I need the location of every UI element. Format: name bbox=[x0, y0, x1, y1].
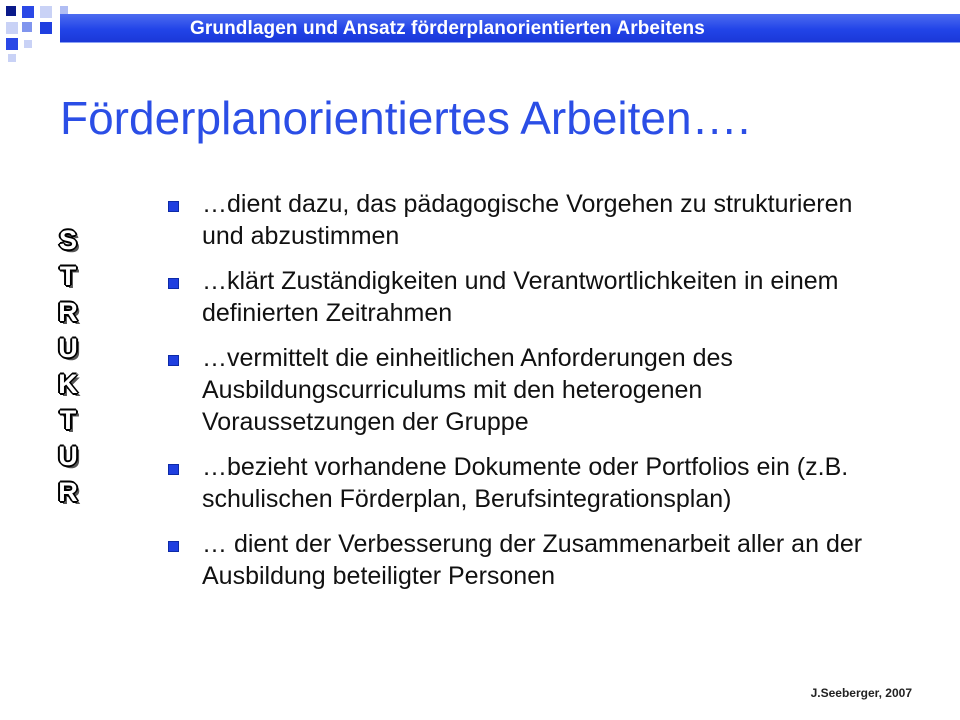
decor-square bbox=[24, 40, 32, 48]
bullet-item bbox=[168, 265, 898, 329]
vertical-letter: U bbox=[58, 333, 78, 363]
decor-square bbox=[6, 6, 16, 16]
bullet-item bbox=[168, 342, 898, 438]
square-bullet-icon bbox=[168, 278, 179, 289]
decor-square bbox=[40, 6, 52, 18]
slide-title: Förderplanorientiertes Arbeiten…. bbox=[60, 92, 751, 144]
square-bullet-icon bbox=[168, 464, 179, 475]
decor-square bbox=[22, 22, 32, 32]
vertical-letter: R bbox=[58, 297, 78, 327]
bullet-list bbox=[168, 188, 898, 605]
bullet-item bbox=[168, 188, 898, 252]
square-bullet-icon bbox=[168, 201, 179, 212]
vertical-letter: T bbox=[59, 405, 77, 435]
vertical-letter: K bbox=[58, 369, 78, 399]
vertical-letter: R bbox=[58, 477, 78, 507]
bullet-text: … dient der Verbesserung der Zusammenarbeit aller an der Ausbildung beteiligter Personen bbox=[202, 530, 863, 590]
bullet-text: …dient dazu, das pädagogische Vorgehen zu strukturieren und abzustimmen bbox=[202, 190, 853, 250]
header-title: Grundlagen und Ansatz förderplanorientierten Arbeitens bbox=[190, 18, 705, 39]
bullet-item bbox=[168, 528, 898, 592]
bullet-item bbox=[168, 451, 898, 515]
footer-author: J.Seeberger, 2007 bbox=[810, 686, 912, 700]
vertical-word-struktur bbox=[48, 222, 88, 510]
decor-square bbox=[6, 38, 18, 50]
decor-square bbox=[8, 54, 16, 62]
bullet-text: …vermittelt die einheitlichen Anforderungen des Ausbildungscurriculums mit den heterogenen Voraussetzungen der Gruppe bbox=[202, 344, 733, 436]
bullet-text: …bezieht vorhandene Dokumente oder Portfolios ein (z.B. schulischen Förderplan, Berufsintegrationsplan) bbox=[202, 453, 849, 513]
vertical-letter: S bbox=[58, 225, 77, 255]
vertical-letter: U bbox=[58, 441, 78, 471]
square-bullet-icon bbox=[168, 355, 179, 366]
decor-square bbox=[22, 6, 34, 18]
bullet-text: …klärt Zuständigkeiten und Verantwortlichkeiten in einem definierten Zeitrahmen bbox=[202, 267, 839, 327]
decor-square bbox=[6, 22, 18, 34]
vertical-letter: T bbox=[59, 261, 77, 291]
square-bullet-icon bbox=[168, 541, 179, 552]
decor-square bbox=[60, 6, 68, 14]
decor-square bbox=[40, 22, 52, 34]
